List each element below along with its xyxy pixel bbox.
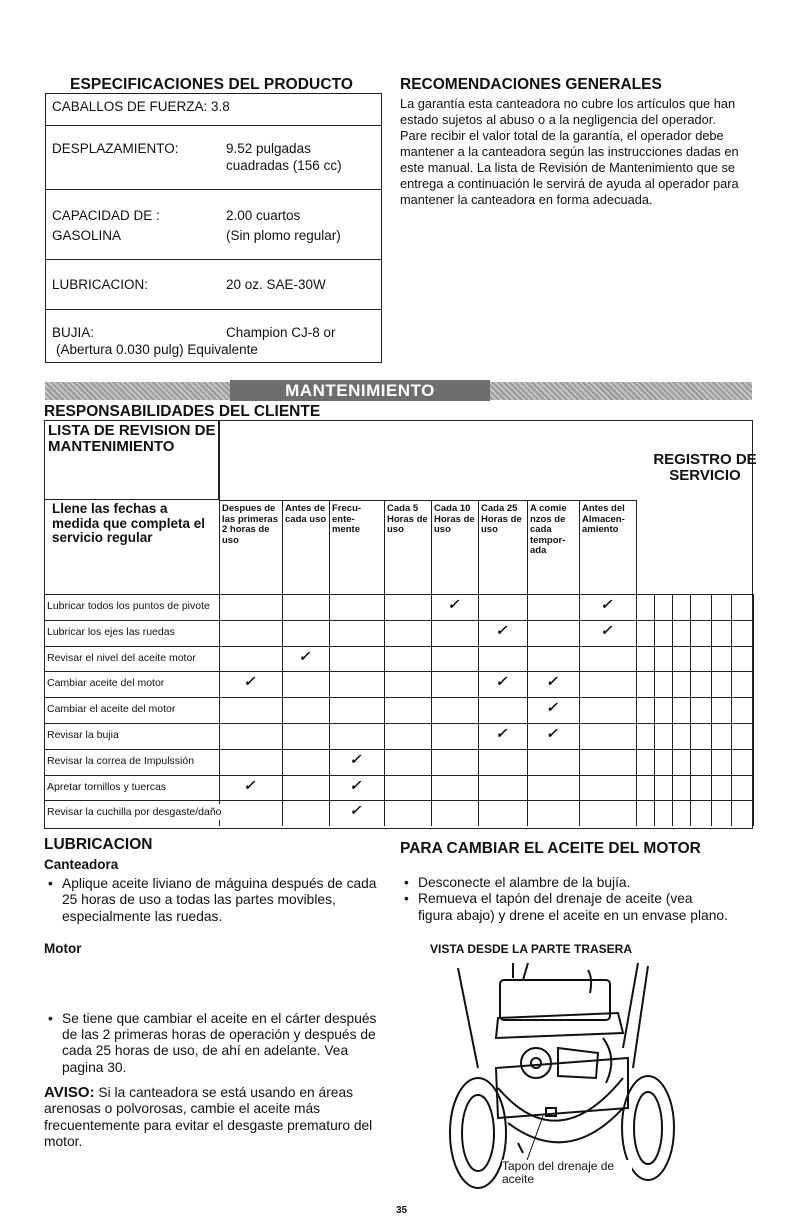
change-oil-heading: PARA CAMBIAR EL ACEITE DEL MOTOR (400, 840, 701, 857)
check-mark: ✓ (447, 596, 460, 612)
change-oil-step-1: • Desconecte el alambre de la bujía. (400, 875, 730, 891)
service-record-title: REGISTRO DE SERVICIO (653, 451, 757, 484)
lubrication-heading: LUBRICACION (44, 836, 153, 853)
motor-subheading: Motor (44, 941, 82, 956)
spec-value: 9.52 pulgadas (226, 141, 311, 156)
spec-value: cuadradas (156 cc) (226, 158, 342, 173)
table-row-label: Cambiar aceite del motor (47, 677, 165, 690)
drain-plug-label-text: Tapon del drenaje de aceite (502, 1159, 615, 1186)
table-row-line (44, 671, 753, 672)
table-row-line (44, 775, 753, 776)
table-header-line (44, 594, 753, 595)
table-column-header: Cada 5 Horas de uso (387, 503, 428, 535)
spec-value: 20 oz. SAE-30W (226, 277, 326, 292)
table-row-line (44, 723, 753, 724)
table-column-line (431, 500, 432, 826)
check-mark: ✓ (600, 596, 613, 612)
table-row-label: Cambiar el aceite del motor (47, 703, 176, 716)
spec-row-capacity (46, 190, 381, 260)
table-header-line (219, 500, 636, 501)
table-column-line (654, 594, 655, 826)
check-mark: ✓ (546, 725, 558, 741)
notice (44, 1085, 384, 1150)
check-mark: ✓ (243, 673, 256, 690)
specs-table (45, 93, 382, 363)
edger-subheading: Canteadora (44, 857, 119, 872)
table-row-label: Revisar la bujia (47, 729, 119, 741)
table-column-line (672, 594, 673, 826)
table-column-line (753, 594, 754, 826)
notice-label: AVISO: (44, 1084, 95, 1101)
check-mark: ✓ (495, 673, 508, 690)
table-row-label: Revisar la correa de Impulssión (47, 754, 195, 767)
change-oil-step-2: • Remueva el tapón del drenaje de aceite (vea figura abajo) y drene el aceite en un envase plano. (400, 891, 730, 924)
fill-in-instructions: Llene las fechas a medida que completa el servicio regular (52, 501, 206, 545)
table-row-label: Apretar tornillos y tuercas (47, 780, 167, 793)
page-number: 35 (396, 1205, 408, 1216)
table-column-line (711, 594, 712, 826)
table-column-line (527, 500, 528, 826)
table-row-line (44, 646, 753, 647)
table-column-line (384, 500, 385, 826)
specs-heading: ESPECIFICACIONES DEL PRODUCTO (70, 76, 354, 93)
recommendations-heading: RECOMENDACIONES GENERALES (400, 76, 662, 93)
table-column-header: Antes de cada uso (285, 503, 327, 525)
table-column-line (478, 500, 479, 826)
spec-label: DESPLAZAMIENTO: (52, 141, 179, 156)
table-row-label: Revisar la cuchilla por desgaste/daño (47, 806, 222, 819)
spec-value: (Sin plomo regular) (226, 228, 341, 243)
table-column-header: Cada 25 Horas de uso (481, 503, 522, 535)
table-column-header: Frecu- ente- mente (332, 503, 362, 535)
check-mark: ✓ (495, 621, 508, 638)
spec-label: GASOLINA (52, 228, 122, 243)
table-column-line (731, 594, 732, 826)
spec-row-hp (46, 94, 381, 126)
table-column-header: Despues de las primeras 2 horas de uso (222, 503, 278, 546)
spec-value: 2.00 cuartos (226, 208, 301, 223)
check-mark: ✓ (243, 776, 256, 793)
spec-row-displacement (46, 126, 381, 190)
spec-label: LUBRICACION: (52, 277, 149, 292)
drain-plug-label (502, 1160, 632, 1186)
check-mark: ✓ (349, 776, 362, 793)
spec-label: CABALLOS DE FUERZA: 3.8 (52, 99, 230, 114)
spec-label: (Abertura 0.030 pulg) Equivalente (56, 342, 258, 357)
check-mark: ✓ (349, 750, 362, 767)
table-row-line (44, 749, 753, 750)
table-column-header: A comie nzos de cada tempor- ada (530, 503, 567, 556)
table-row-label: Lubricar los ejes las ruedas (47, 625, 175, 638)
check-mark: ✓ (495, 725, 508, 741)
spec-label: CAPACIDAD DE : (52, 208, 160, 223)
check-mark: ✓ (600, 621, 613, 638)
table-row-line (44, 620, 753, 621)
change-oil-steps (400, 875, 730, 924)
recommendations-body: La garantía esta canteadora no cubre los artículos que han estado sujetos al abuso o a la negligencia del operador. Pare recibir el valor total de la garantía, el operador debe mantener a la canteadora según las instrucciones dadas en este manual. La lista de Revisión de Mantenimiento que se entrega a continuación le servirá de ayuda al operador para mantener la canteadora en forma adecuada. (400, 96, 739, 207)
spec-row-lubrication (46, 260, 381, 310)
section-banner: MANTENIMIENTO (230, 380, 490, 401)
spec-value: Champion CJ-8 or (226, 325, 336, 340)
table-title: LISTA DE REVISION DE MANTENIMIENTO (48, 422, 216, 455)
table-column-header: Antes del Almacen- amiento (582, 503, 625, 535)
table-column-line (690, 594, 691, 826)
table-column-line (329, 500, 330, 826)
table-column-line (636, 500, 637, 826)
table-column-header: Cada 10 Horas de uso (434, 503, 475, 535)
motor-instruction: • Se tiene que cambiar el aceite en el cárter después de las 2 primeras horas de operación y después de cada 25 horas de uso, de ahí en adelante. Vea pagina 30. (44, 1011, 382, 1076)
table-column-line (282, 500, 283, 826)
spec-row-spark-plug (46, 310, 381, 362)
edger-instruction: • Aplique aceite liviano de máguina después de cada 25 horas de uso a todas las partes movibles, especialmente las ruedas. (44, 876, 392, 925)
figure-caption: VISTA DESDE LA PARTE TRASERA (430, 942, 633, 956)
check-mark: ✓ (298, 647, 311, 664)
check-mark: ✓ (546, 673, 558, 690)
table-row-line (44, 800, 753, 801)
notice-text: Si la canteadora se está usando en áreas arenosas o polvorosas, cambie el aceite más frecuentemente para evitar el desgaste prematuro del motor. (44, 1085, 373, 1149)
table-column-line (579, 500, 580, 826)
table-column-line (219, 420, 220, 826)
check-mark: ✓ (546, 699, 558, 716)
table-row-label: Revisar el nivel del aceite motor (47, 651, 196, 664)
table-row-line (44, 697, 753, 698)
check-mark: ✓ (349, 802, 362, 819)
spec-label: BUJIA: (52, 325, 95, 340)
table-row-label: Lubricar todos los puntos de pivote (47, 600, 210, 612)
responsibilities-heading: RESPONSABILIDADES DEL CLIENTE (44, 403, 321, 420)
